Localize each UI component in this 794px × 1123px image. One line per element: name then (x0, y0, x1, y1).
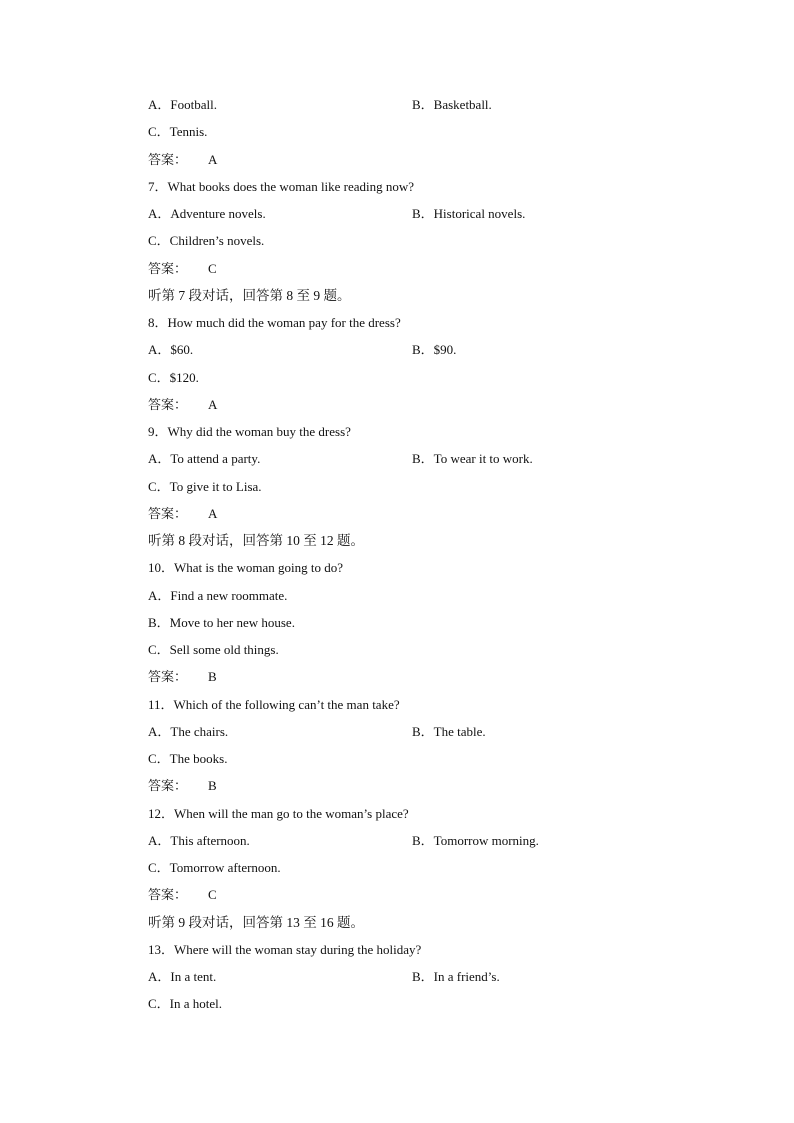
answer-label: 答案： (148, 151, 188, 167)
question-text: 13．Where will the woman stay during the holiday? (148, 941, 422, 957)
answer-value: A (208, 151, 218, 167)
answer-line (148, 665, 708, 692)
question-text: 12．When will the man go to the woman’s place? (148, 805, 409, 821)
answer-line (148, 148, 708, 175)
answer-value: C (208, 887, 217, 903)
option-line: C．The books. (148, 751, 228, 766)
option-line: C．Tennis. (148, 124, 208, 140)
option-line: C．To give it to Lisa. (148, 478, 262, 494)
answer-label: 答案： (148, 396, 188, 412)
answer-label: 答案： (148, 505, 188, 521)
answer-value: B (208, 669, 217, 685)
question-text: 10．What is the woman going to do? (148, 560, 343, 576)
answer-label: 答案： (148, 669, 188, 685)
option-b: B．Historical novels. (412, 206, 526, 221)
section-instruction: 听第 7 段对话，回答第 8 至 9 题。 (148, 287, 351, 303)
option-b: B．To wear it to work. (412, 451, 533, 467)
option-b: B．The table. (412, 723, 486, 739)
answer-value: A (208, 505, 218, 521)
option-row (148, 447, 708, 474)
answer-line (148, 502, 708, 529)
option-b: B．Basketball. (412, 97, 492, 112)
answer-label: 答案： (148, 887, 188, 903)
option-a: A．To attend a party. (148, 451, 261, 467)
option-a: A．$60. (148, 342, 194, 358)
option-a: A．In a tent. (148, 969, 217, 984)
option-row (148, 202, 708, 229)
option-line: C．Sell some old things. (148, 642, 279, 657)
option-a: A．The chairs. (148, 723, 229, 739)
option-b: B．In a friend’s. (412, 969, 500, 984)
option-line: C．In a hotel. (148, 996, 223, 1012)
option-a: A．Adventure novels. (148, 206, 266, 221)
option-row (148, 338, 708, 365)
option-b: B．$90. (412, 342, 457, 358)
option-row (148, 720, 708, 747)
answer-line (148, 883, 708, 910)
option-line: C．Tomorrow afternoon. (148, 860, 281, 875)
answer-value: A (208, 396, 218, 412)
question-text: 7．What books does the woman like reading now? (148, 178, 415, 194)
option-line: C．Children’s novels. (148, 233, 265, 249)
option-a: A．This afternoon. (148, 832, 250, 848)
option-b: B．Tomorrow morning. (412, 832, 539, 848)
option-line: B．Move to her new house. (148, 614, 295, 630)
section-instruction: 听第 8 段对话，回答第 10 至 12 题。 (148, 533, 364, 548)
question-text: 11．Which of the following can’t the man take? (148, 696, 400, 712)
answer-value: B (208, 778, 217, 794)
question-text: 9．Why did the woman buy the dress? (148, 424, 351, 439)
option-row (148, 93, 708, 120)
answer-line (148, 393, 708, 420)
document-page (148, 93, 708, 1020)
option-line: A．Find a new roommate. (148, 587, 288, 603)
answer-label: 答案： (148, 260, 188, 276)
option-a: A．Football. (148, 97, 217, 112)
answer-line (148, 774, 708, 801)
answer-value: C (208, 260, 217, 276)
section-instruction: 听第 9 段对话，回答第 13 至 16 题。 (148, 914, 364, 930)
option-line: C．$120. (148, 369, 199, 385)
answer-line (148, 257, 708, 284)
option-row (148, 829, 708, 856)
question-text: 8．How much did the woman pay for the dress? (148, 315, 401, 330)
option-row (148, 965, 708, 992)
answer-label: 答案： (148, 778, 188, 794)
